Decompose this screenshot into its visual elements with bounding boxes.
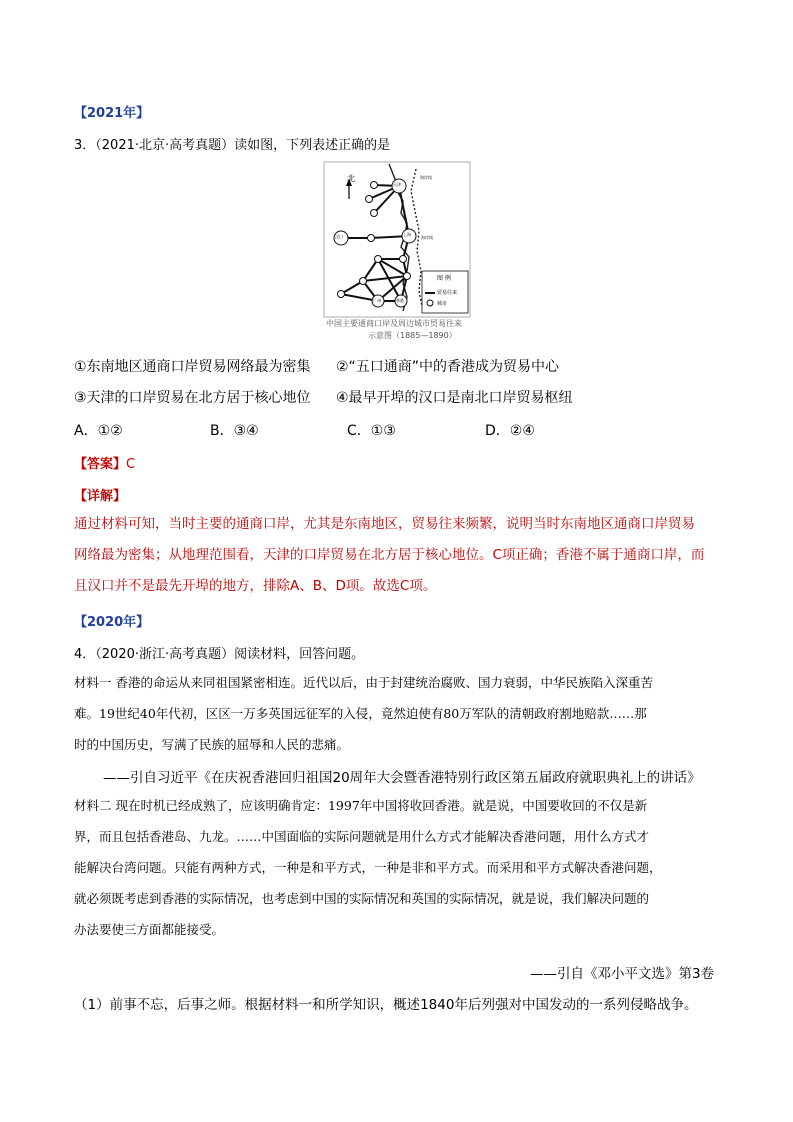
city-label-shanghai: 上海	[403, 232, 411, 237]
material-line: 难。19世纪40年代初，区区一万多英国远征军的入侵，竟然迫使有80万军队的清朝政府割地赔款……那	[74, 706, 647, 721]
material-line: 就必须既考虑到香港的实际情况，也考虑到中国的实际情况和英国的实际情况，就是说，我们解决问题的	[74, 891, 650, 906]
material-2	[74, 790, 662, 945]
material-1	[74, 667, 653, 760]
material-line: 办法要使三方面都能接受。	[74, 922, 225, 937]
north-label: 北	[347, 174, 355, 183]
option-c: C．①③	[347, 423, 396, 439]
explanation-line: 通过材料可知，当时主要的通商口岸，尤其是东南地区，贸易往来频繁，说明当时东南地区通商口岸贸易	[74, 516, 695, 532]
statement-1: ①东南地区通商口岸贸易网络最为密集	[74, 359, 311, 375]
citation-1: ——引自习近平《在庆祝香港回归祖国20周年大会暨香港特别行政区第五届政府就职典礼上的讲话》	[103, 770, 701, 786]
statement-4: ④最早开埠的汉口是南北口岸贸易枢纽	[336, 390, 573, 406]
answer-line	[74, 453, 135, 472]
detail-label: 【详解】	[74, 489, 127, 504]
city-label-hongkong: 香港	[396, 298, 404, 303]
option-d: D．②④	[485, 423, 535, 439]
answer-value: C	[126, 457, 136, 472]
map-caption-line1: 中国主要通商口岸及周边城市贸易往来	[326, 319, 462, 328]
question-3-stem: 3．（2021·北京·高考真题）读如图，下列表述正确的是	[74, 138, 391, 153]
legend-city: 城市	[437, 301, 448, 307]
explanation-line: 网络最为密集；从地理范围看，天津的口岸贸易在北方居于核心地位。C项正确；香港不属于通商口岸，而	[74, 547, 705, 563]
statement-3: ③天津的口岸贸易在北方居于核心地位	[74, 390, 311, 406]
material-line: 能解决台湾问题。只能有两种方式，一种是和平方式，一种是非和平方式。而采用和平方式解决香港问题，	[74, 860, 662, 875]
coast-label: 海岸线	[420, 175, 432, 180]
city-label-hankou: 汉口	[335, 234, 343, 239]
legend-trade: 贸易往来	[437, 290, 458, 296]
trade-map-figure	[323, 161, 471, 321]
answer-label: 【答案】	[74, 457, 127, 472]
section-heading-2020: 【2020年】	[74, 615, 150, 630]
material-line: 材料一 香港的命运从来同祖国紧密相连。近代以后，由于封建统治腐败、国力衰弱，中华民族陷入深重苦	[74, 675, 653, 690]
city-label-guangzhou: 广州	[373, 298, 381, 303]
statement-2: ②“五口通商”中的香港成为贸易中心	[336, 359, 560, 375]
city-label-tianjin: 天津	[393, 182, 401, 187]
material-line: 材料二 现在时机已经成熟了，应该明确肯定：1997年中国将收回香港。就是说，中国要收回的不仅是新	[74, 798, 648, 813]
map-caption-line2: 示意图（1885—1890）	[368, 331, 457, 340]
material-line: 界，而且包括香港岛、九龙。……中国面临的实际问题就是用什么方式才能解决香港问题，用什么方式才	[74, 829, 650, 844]
option-b: B．③④	[210, 423, 259, 439]
explanation-line: 且汉口并不是最先开埠的地方，排除A、B、D项。故选C项。	[74, 578, 437, 594]
question-4-stem: 4．（2020·浙江·高考真题）阅读材料，回答问题。	[74, 647, 365, 662]
lake-label: 海岸线	[421, 235, 433, 240]
section-heading-2021: 【2021年】	[74, 106, 150, 121]
explanation-block	[74, 509, 704, 602]
material-line: 时的中国历史，写满了民族的屈辱和人民的悲痛。	[74, 737, 350, 752]
sub-question-1: （1）前事不忘，后事之师。根据材料一和所学知识，概述1840年后列强对中国发动的一系列侵略战争。	[74, 997, 698, 1013]
citation-2: ——引自《邓小平文选》第3卷	[530, 966, 715, 982]
legend-title: 图 例	[437, 275, 451, 282]
option-a: A．①②	[74, 423, 123, 439]
